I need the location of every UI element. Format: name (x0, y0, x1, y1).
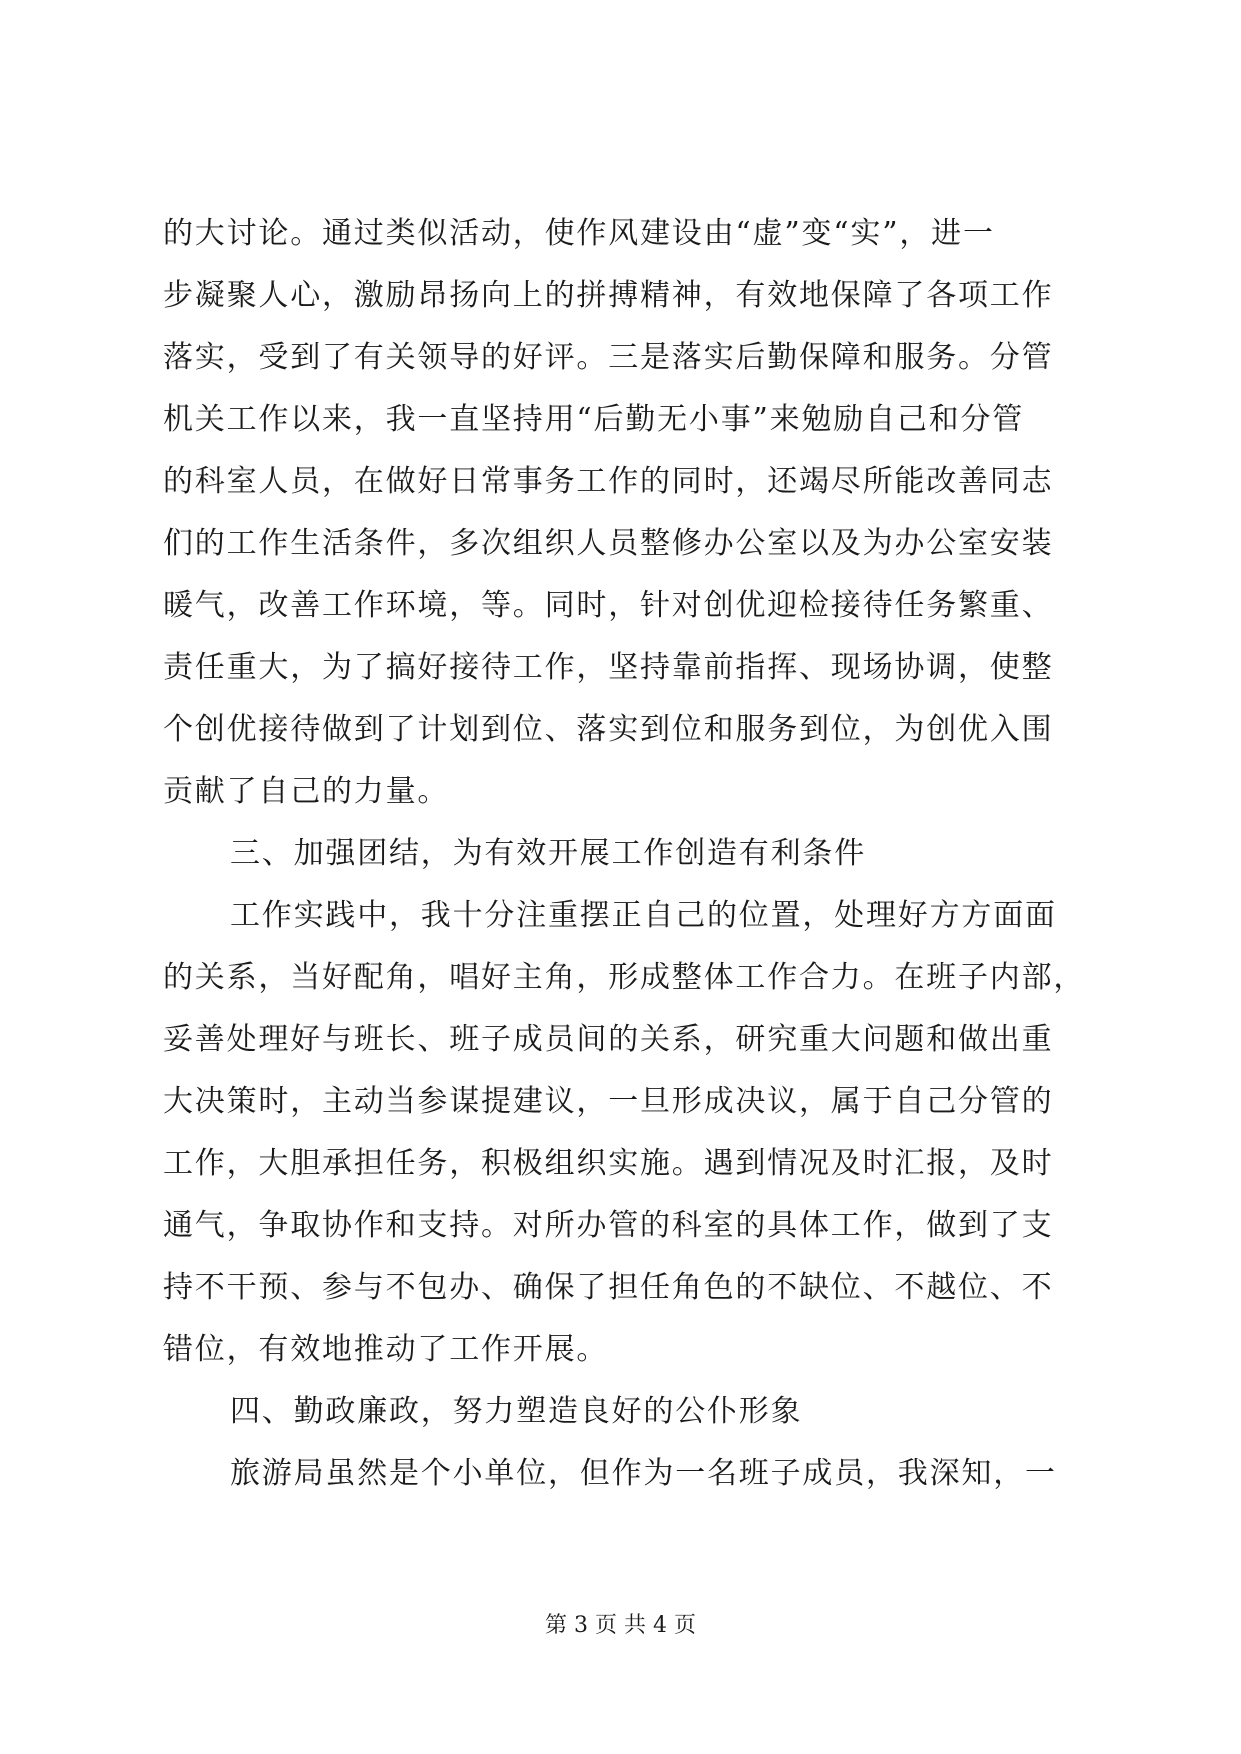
text-line: 个创优接待做到了计划到位、落实到位和服务到位，为创优入围 (163, 712, 1054, 747)
text-line: 工作实践中，我十分注重摆正自己的位置，处理好方方面面 (230, 898, 1057, 933)
page-number-footer: 第 3 页 共 4 页 (545, 1613, 696, 1638)
text-line: 错位，有效地推动了工作开展。 (163, 1332, 609, 1367)
text-line: 通气，争取协作和支持。对所办管的科室的具体工作，做到了支 (163, 1208, 1054, 1243)
section-heading: 三、加强团结，为有效开展工作创造有利条件 (230, 836, 866, 871)
text-line: 暖气，改善工作环境，等。同时，针对创优迎检接待任务繁重、 (163, 588, 1054, 623)
text-line: 妥善处理好与班长、班子成员间的关系，研究重大问题和做出重 (163, 1022, 1054, 1057)
text-line: 的大讨论。通过类似活动，使作风建设由“虚”变“实”，进一 (163, 216, 995, 251)
text-line: 的关系，当好配角，唱好主角，形成整体工作合力。在班子内部， (163, 960, 1086, 995)
text-line: 旅游局虽然是个小单位，但作为一名班子成员，我深知，一 (230, 1456, 1057, 1491)
section-heading: 四、勤政廉政，努力塑造良好的公仆形象 (230, 1394, 803, 1429)
text-line: 大决策时，主动当参谋提建议，一旦形成决议，属于自己分管的 (163, 1084, 1054, 1119)
text-line: 贡献了自己的力量。 (163, 774, 450, 809)
text-line: 步凝聚人心，激励昂扬向上的拼搏精神，有效地保障了各项工作 (163, 278, 1054, 313)
text-line: 责任重大，为了搞好接待工作，坚持靠前指挥、现场协调，使整 (163, 650, 1054, 685)
text-line: 的科室人员，在做好日常事务工作的同时，还竭尽所能改善同志 (163, 464, 1054, 499)
text-line: 工作，大胆承担任务，积极组织实施。遇到情况及时汇报，及时 (163, 1146, 1054, 1181)
text-line: 持不干预、参与不包办、确保了担任角色的不缺位、不越位、不 (163, 1270, 1054, 1305)
text-line: 落实，受到了有关领导的好评。三是落实后勤保障和服务。分管 (163, 340, 1054, 375)
text-line: 机关工作以来，我一直坚持用“后勤无小事”来勉励自己和分管 (163, 402, 1025, 437)
text-line: 们的工作生活条件，多次组织人员整修办公室以及为办公室安装 (163, 526, 1054, 561)
